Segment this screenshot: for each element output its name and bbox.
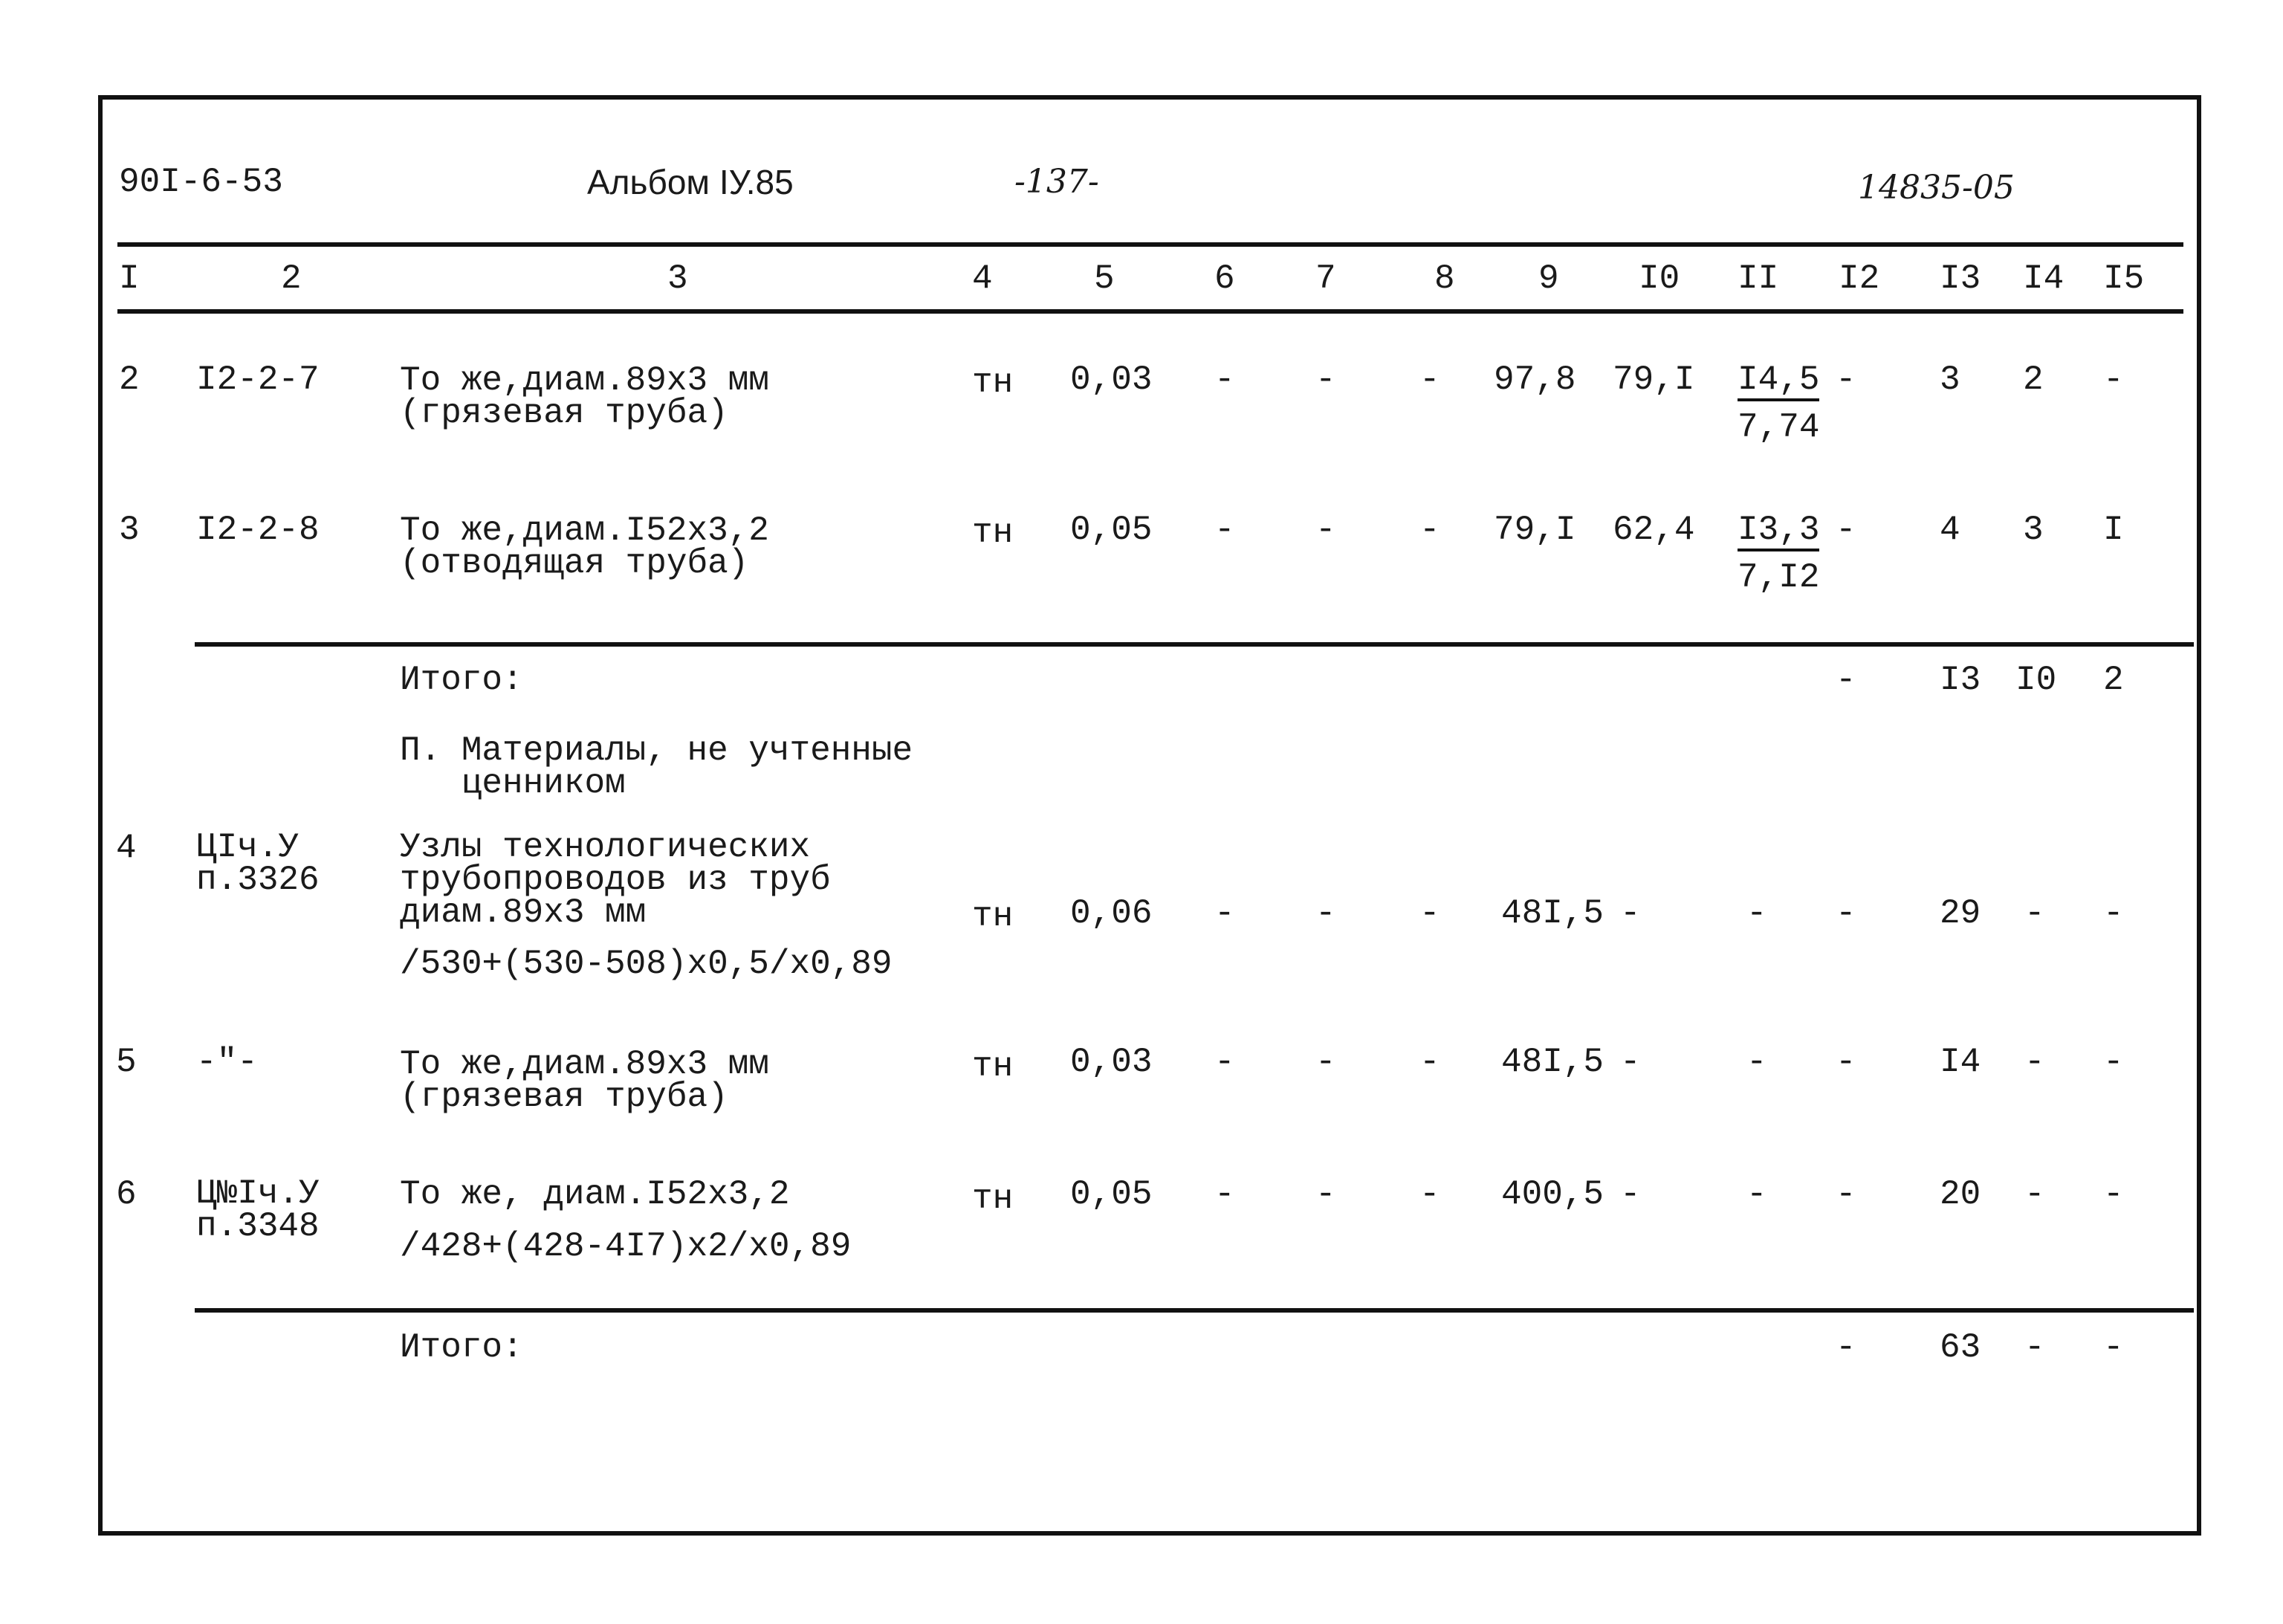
col-header-9: 9 xyxy=(1538,259,1559,298)
row-quantity: 0,03 xyxy=(1070,1043,1153,1081)
cell-col7: - xyxy=(1315,511,1336,549)
cell-col10: - xyxy=(1620,894,1641,933)
row-quantity: 0,05 xyxy=(1070,511,1153,549)
cell-col10: - xyxy=(1620,1175,1641,1214)
cell-col12: - xyxy=(1836,894,1856,933)
row-number: 5 xyxy=(116,1043,137,1081)
album-title: Альбом IУ.85 xyxy=(587,163,794,201)
cell-col14: - xyxy=(2024,1043,2045,1081)
subtotal-rule-1 xyxy=(195,642,2194,647)
row-number: 4 xyxy=(116,829,137,867)
cell-col14: - xyxy=(2024,1328,2045,1367)
col-header-4: 4 xyxy=(972,259,993,298)
cell-col15: - xyxy=(2103,360,2124,399)
col-header-12: I2 xyxy=(1839,259,1880,298)
row-code: Ц№Iч.У п.3348 xyxy=(196,1174,320,1246)
row-description: Узлы технологических трубопроводов из труб диам.89х3 мм xyxy=(400,828,831,932)
cell-col15: - xyxy=(2103,1328,2124,1367)
row-code: I2-2-7 xyxy=(196,360,320,399)
row-description: То же, диам.I52х3,2 xyxy=(400,1175,790,1214)
cell-col13: 4 xyxy=(1940,511,1960,549)
cell-col12: - xyxy=(1836,1328,1856,1367)
row-description: То же,диам.I52х3,2 (отводящая труба) xyxy=(400,511,769,583)
header-top-rule xyxy=(117,242,2183,247)
cell-col6: - xyxy=(1214,894,1235,933)
cell-col14: 2 xyxy=(2023,360,2044,399)
fraction-denominator: 7,74 xyxy=(1738,408,1820,447)
cell-col7: - xyxy=(1315,1043,1336,1081)
cell-col13: 29 xyxy=(1940,894,1981,933)
cell-col10: - xyxy=(1620,1043,1641,1081)
cell-col6: - xyxy=(1214,1175,1235,1214)
doc-code: 90I-6-53 xyxy=(119,163,283,201)
cell-col12: - xyxy=(1836,1043,1856,1081)
cell-col8: - xyxy=(1419,1175,1440,1214)
row-formula: /530+(530-508)х0,5/х0,89 xyxy=(400,945,893,983)
cell-col12: - xyxy=(1836,360,1856,399)
col-header-10: I0 xyxy=(1639,259,1680,298)
row-description: То же,диам.89х3 мм (грязевая труба) xyxy=(400,1045,769,1116)
cell-col13: 3 xyxy=(1940,360,1960,399)
cell-col11: - xyxy=(1746,894,1767,933)
cell-col10: 62,4 xyxy=(1613,511,1695,549)
header-bottom-rule xyxy=(117,309,2183,314)
cell-col9: 97,8 xyxy=(1494,360,1576,399)
cell-col14: - xyxy=(2024,1175,2045,1214)
fraction-denominator: 7,I2 xyxy=(1738,558,1820,597)
row-formula: /428+(428-4I7)х2/х0,89 xyxy=(400,1227,852,1266)
cell-col8: - xyxy=(1419,1043,1440,1081)
row-quantity: 0,06 xyxy=(1070,894,1153,933)
subtotal-label: Итого: xyxy=(400,1328,523,1367)
cell-col8: - xyxy=(1419,511,1440,549)
col-header-14: I4 xyxy=(2023,259,2065,298)
cell-col12: - xyxy=(1836,1175,1856,1214)
cell-col13: 20 xyxy=(1940,1175,1981,1214)
col-header-7: 7 xyxy=(1315,259,1336,298)
cell-col12: - xyxy=(1836,511,1856,549)
cell-col6: - xyxy=(1214,511,1235,549)
row-unit: тн xyxy=(972,1047,1014,1086)
cell-col9: 48I,5 xyxy=(1501,1043,1604,1081)
row-code: ЦIч.У п.3326 xyxy=(196,828,320,899)
cell-col15: - xyxy=(2103,894,2124,933)
row-unit: тн xyxy=(972,897,1014,936)
row-code: I2-2-8 xyxy=(196,511,320,549)
subtotal-label: Итого: xyxy=(400,661,523,699)
section-heading: П. Материалы, не учтенные ценником xyxy=(400,731,913,803)
cell-col9: 79,I xyxy=(1494,511,1576,549)
subtotal-rule-2 xyxy=(195,1308,2194,1313)
cell-col14: 3 xyxy=(2023,511,2044,549)
cell-col13: I4 xyxy=(1940,1043,1981,1081)
row-unit: тн xyxy=(972,1180,1014,1218)
row-number: 2 xyxy=(119,360,140,399)
col-header-3: 3 xyxy=(667,259,688,298)
cell-col15: - xyxy=(2103,1175,2124,1214)
document-number: 14835-05 xyxy=(1858,169,2015,207)
cell-col6: - xyxy=(1214,360,1235,399)
cell-col11: - xyxy=(1746,1043,1767,1081)
col-header-5: 5 xyxy=(1094,259,1115,298)
cell-col12: - xyxy=(1836,661,1856,699)
cell-col7: - xyxy=(1315,1175,1336,1214)
col-header-1: I xyxy=(119,259,140,298)
cell-col8: - xyxy=(1419,894,1440,933)
cell-col9: 400,5 xyxy=(1501,1175,1604,1214)
col-header-15: I5 xyxy=(2103,259,2145,298)
row-description: То же,диам.89х3 мм (грязевая труба) xyxy=(400,361,769,433)
cell-col15: 2 xyxy=(2103,661,2124,699)
fraction-numerator: I4,5 xyxy=(1738,363,1819,401)
col-header-8: 8 xyxy=(1434,259,1455,298)
page-number: -137- xyxy=(1014,163,1099,201)
fraction-numerator: I3,3 xyxy=(1738,513,1819,551)
row-number: 6 xyxy=(116,1175,137,1214)
cell-col7: - xyxy=(1315,894,1336,933)
cell-col10: 79,I xyxy=(1613,360,1695,399)
row-unit: тн xyxy=(972,514,1014,552)
row-quantity: 0,05 xyxy=(1070,1175,1153,1214)
row-code: -"- xyxy=(196,1043,258,1081)
cell-col13: I3 xyxy=(1940,661,1981,699)
row-unit: тн xyxy=(972,363,1014,402)
cell-col13: 63 xyxy=(1940,1328,1981,1367)
cell-col9: 48I,5 xyxy=(1501,894,1604,933)
col-header-11: II xyxy=(1738,259,1779,298)
cell-col15: - xyxy=(2103,1043,2124,1081)
cell-col8: - xyxy=(1419,360,1440,399)
cell-col15: I xyxy=(2103,511,2124,549)
row-quantity: 0,03 xyxy=(1070,360,1153,399)
row-number: 3 xyxy=(119,511,140,549)
cell-col14: - xyxy=(2024,894,2045,933)
col-header-2: 2 xyxy=(281,259,302,298)
cell-col14: I0 xyxy=(2015,661,2057,699)
col-header-13: I3 xyxy=(1940,259,1981,298)
cell-col6: - xyxy=(1214,1043,1235,1081)
cell-col11: - xyxy=(1746,1175,1767,1214)
cell-col7: - xyxy=(1315,360,1336,399)
col-header-6: 6 xyxy=(1214,259,1235,298)
